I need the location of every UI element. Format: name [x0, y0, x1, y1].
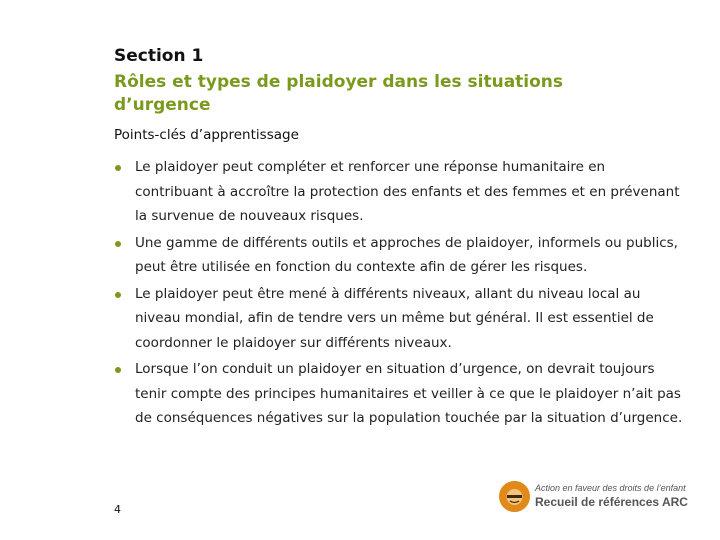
bullet-dot-icon: [115, 367, 121, 373]
logo-title: Recueil de références ARC: [535, 495, 688, 509]
bullet-item: [114, 231, 684, 280]
bullet-dot-icon: [115, 241, 121, 247]
bullet-item: [114, 155, 684, 229]
bullet-list: [114, 155, 684, 433]
bullet-text: Lorsque l’on conduit un plaidoyer en situation d’urgence, on devrait toujours tenir compte des principes humanitaires et veiller à ce que le plaidoyer n’ait pas de conséquences négatives sur la population touchée par la situation d’urgence.: [135, 361, 683, 426]
slide-title: Rôles et types de plaidoyer dans les situations d’urgence: [114, 72, 564, 115]
section-label: Section 1: [114, 46, 204, 66]
page-number: 4: [114, 503, 121, 516]
logo-tagline: Action en faveur des droits de l’enfant: [535, 483, 686, 493]
bullet-text: Le plaidoyer peut être mené à différents niveaux, allant du niveau local au niveau mondial, afin de tendre vers un même but général. Il est essentiel de coordonner le plaidoyer sur différents niveaux.: [135, 285, 654, 351]
bullet-dot-icon: [115, 292, 121, 298]
bullet-item: [114, 282, 684, 356]
arc-logo: [499, 480, 688, 516]
child-face-icon: [499, 481, 530, 512]
slide-subtitle: Points-clés d’apprentissage: [114, 127, 299, 143]
bullet-text: Le plaidoyer peut compléter et renforcer une réponse humanitaire en contribuant à accroître la protection des enfants et des femmes et en prévenant la survenue de nouveaux risques.: [135, 159, 680, 224]
bullet-text: Une gamme de différents outils et approches de plaidoyer, informels ou publics, peut être utilisée en fonction du contexte afin de gérer les risques.: [135, 234, 678, 275]
bullet-dot-icon: [115, 165, 121, 171]
bullet-item: [114, 357, 684, 431]
